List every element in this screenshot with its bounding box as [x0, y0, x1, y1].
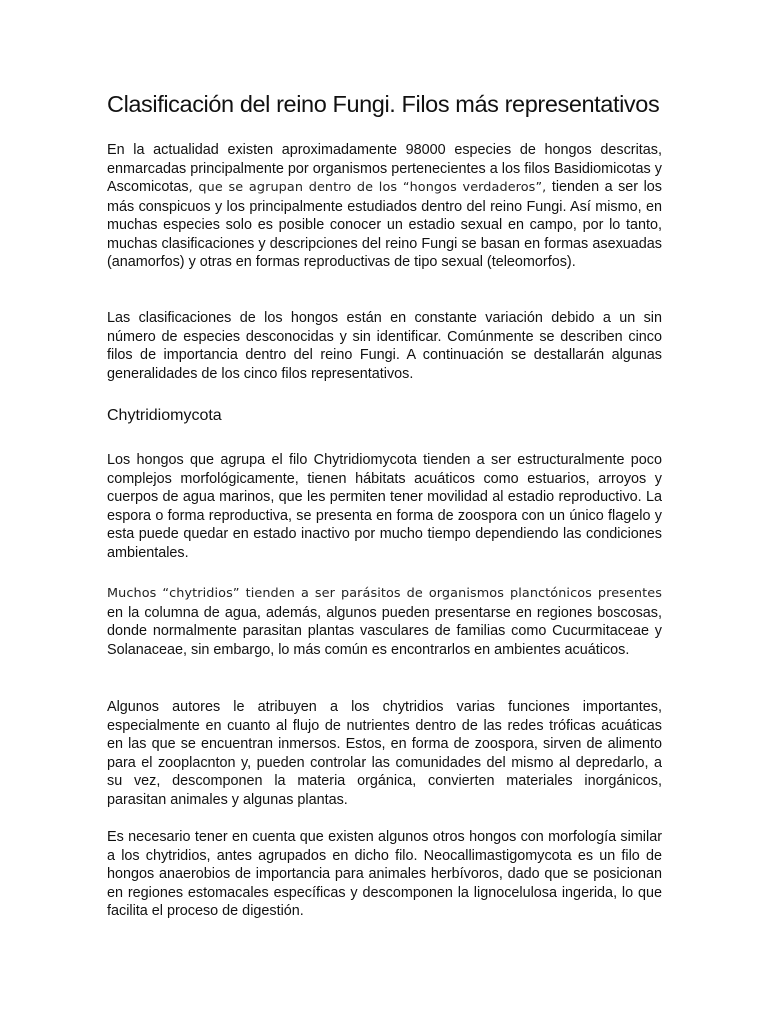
chytrid-paragraph-habitat: Los hongos que agrupa el filo Chytridiomycota tienden a ser estructuralmente poco complejos morfológicamente, tienen hábitats acuáticos como estuarios, arroyos y cuerpos de agua marinos, que les permiten tener movilidad al estadio reproductivo. La espora o forma reproductiva, se presenta en forma de zoospora con un único flagelo y esta puede quedar en estado inactivo por mucho tiempo dependiendo las condiciones ambientales.: [107, 452, 662, 561]
intro-text-main: En la actualidad existen aproximadamente 98000 especies de hongos descritas, enmarcadas principalmente por organismos pertenecientes a los filos Basidiomicotas y Ascomicotas: [107, 142, 662, 195]
document-title: Clasificación del reino Fungi. Filos más representativos: [107, 91, 660, 117]
intro-paragraph: [107, 141, 662, 272]
chytrid-parasites-rest: en la columna de agua, además, algunos pueden presentarse en regiones boscosas, donde normalmente parasitan plantas vasculares de familias como Cucurmitaceae y Solanaceae, sin embargo, lo más común es encontrarlos en ambientes acuáticos.: [107, 604, 662, 658]
chytrid-parasites-inserted: Muchos “chytridios” tienden a ser parásitos de organismos planctónicos presentes: [107, 586, 662, 601]
section-heading-chytridiomycota: Chytridiomycota: [107, 407, 222, 424]
chytrid-paragraph-functions: Algunos autores le atribuyen a los chytridios varias funciones importantes, especialmente en cuanto al flujo de nutrientes dentro de las redes tróficas acuáticas en las que se encuentran inmersos. Estos, en forma de zoospora, sirven de alimento para el zooplacnton y, pueden controlar las comunidades del mismo al depredarlo, a su vez, descomponen la materia orgánica, convierten materiales inorgánicos, parasitan animales y algunas plantas.: [107, 699, 662, 808]
chytrid-paragraph-parasites: [107, 584, 662, 659]
intro-text-rest: tienden a ser los más conspicuos y los principalmente estudiados dentro del reino Fungi. Así mismo, en muchas especies solo es posible conocer un estadio sexual en campo, por lo tanto, muchas clasificaciones y descripciones del reino Fungi se basan en formas asexuadas (anamorfos) y otras en formas reproductivas de tipo sexual (teleomorfos).: [107, 179, 662, 270]
intro-text-inserted: , que se agrupan dentro de los “hongos verdaderos”,: [188, 180, 547, 195]
chytrid-paragraph-related-fungi: Es necesario tener en cuenta que existen algunos otros hongos con morfología similar a los chytridios, antes agrupados en dicho filo. Neocallimastigomycota es un filo de hongos anaerobios de importancia para animales herbívoros, dado que se posicionan en regiones estomacales específicas y descomponen la lignocelulosa ingerida, lo que facilita el proceso de digestión.: [107, 829, 662, 919]
classification-paragraph: Las clasificaciones de los hongos están en constante variación debido a un sin número de especies desconocidas y sin identificar. Comúnmente se describen cinco filos de importancia dentro del reino Fungi. A continuación se destallarán algunas generalidades de los cinco filos representativos.: [107, 310, 662, 382]
